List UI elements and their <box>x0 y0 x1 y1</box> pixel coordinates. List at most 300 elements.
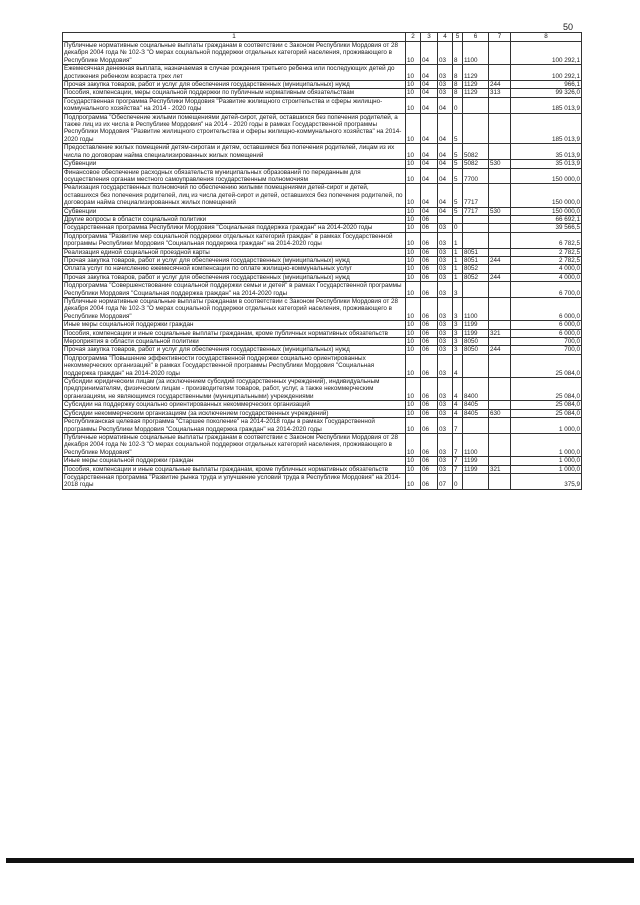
table-row <box>63 265 582 273</box>
subprogram-code-cell: 1 <box>453 248 463 256</box>
section-code-cell: 10 <box>406 89 421 97</box>
section-code-cell: 10 <box>406 473 421 489</box>
expense-type-cell <box>489 433 511 456</box>
expense-type-cell <box>489 401 511 409</box>
expense-type-cell <box>489 418 511 434</box>
table-row <box>63 224 582 232</box>
program-code-cell: 03 <box>438 282 453 298</box>
header-cell-4: 4 <box>438 33 453 42</box>
row-name-cell: Реализация государственных полномочий по обеспечению жилыми помещениями детей-сирот и детей, оставшихся без попечения родителей, лиц из числа детей-сирот и детей, оставшихся без попечения родителей, по договорам найма специализированных жилых помещений <box>63 184 406 207</box>
row-name-cell: Подпрограмма "Повышение эффективности государственной поддержки социально ориентированных некоммерческих организаций" в рамках Государственной программы Республики Мордовия "Социальная поддержка граждан" на 2014-2020 годы <box>63 354 406 377</box>
amount-cell: 6 000,0 <box>511 321 582 329</box>
expense-type-cell <box>489 184 511 207</box>
section-code-cell: 10 <box>406 354 421 377</box>
subsection-code-cell: 06 <box>421 256 438 264</box>
program-code-cell: 03 <box>438 232 453 248</box>
table-row <box>63 144 582 160</box>
amount-cell: 100 292,1 <box>511 65 582 81</box>
table-row <box>63 232 582 248</box>
subprogram-code-cell: 5 <box>453 184 463 207</box>
amount-cell: 25 084,0 <box>511 354 582 377</box>
subprogram-code-cell <box>453 215 463 223</box>
table-row <box>63 409 582 417</box>
subprogram-code-cell: 5 <box>453 113 463 144</box>
table-row <box>63 113 582 144</box>
section-code-cell: 10 <box>406 329 421 337</box>
subsection-code-cell: 04 <box>421 42 438 65</box>
amount-cell: 185 013,9 <box>511 113 582 144</box>
article-code-cell <box>463 113 489 144</box>
expense-type-cell <box>489 113 511 144</box>
table-row <box>63 418 582 434</box>
table-row <box>63 401 582 409</box>
article-code-cell: 1199 <box>463 329 489 337</box>
article-code-cell: 8052 <box>463 265 489 273</box>
table-row <box>63 282 582 298</box>
row-name-cell: Государственная программа Республики Мордовия "Социальная поддержка граждан" на 2014-2020 годы <box>63 224 406 232</box>
expense-type-cell <box>489 298 511 321</box>
table-row <box>63 433 582 456</box>
row-name-cell: Публичные нормативные социальные выплаты гражданам в соответствии с Законом Республики Мордовия от 28 декабря 2004 года № 102-З "О мерах социальной поддержки отдельных категорий населения, проживающего в Республике Мордовия" <box>63 433 406 456</box>
amount-cell: 4 000,0 <box>511 273 582 281</box>
subprogram-code-cell: 0 <box>453 97 463 113</box>
section-code-cell: 10 <box>406 184 421 207</box>
subprogram-code-cell: 8 <box>453 81 463 89</box>
subsection-code-cell: 06 <box>421 465 438 473</box>
expense-type-cell <box>489 321 511 329</box>
program-code-cell: 04 <box>438 207 453 215</box>
table-row <box>63 273 582 281</box>
subprogram-code-cell: 3 <box>453 282 463 298</box>
section-code-cell: 10 <box>406 465 421 473</box>
article-code-cell: 8052 <box>463 273 489 281</box>
header-cell-5: 5 <box>453 33 463 42</box>
article-code-cell: 1100 <box>463 42 489 65</box>
subprogram-code-cell: 4 <box>453 378 463 401</box>
subsection-code-cell: 06 <box>421 409 438 417</box>
expense-type-cell <box>489 65 511 81</box>
article-code-cell <box>463 215 489 223</box>
row-name-cell: Субсидии юридическим лицам (за исключением субсидий государственных учреждений), индивидуальным предпринимателям, физическим лицам - производителям товаров, работ, услуг, а также некоммерческим организациям, не являющимся государственными (муниципальными) учреждениями <box>63 378 406 401</box>
program-code-cell: 03 <box>438 224 453 232</box>
program-code-cell: 04 <box>438 184 453 207</box>
program-code-cell: 03 <box>438 354 453 377</box>
subprogram-code-cell: 1 <box>453 256 463 264</box>
subprogram-code-cell: 1 <box>453 273 463 281</box>
amount-cell: 185 013,9 <box>511 97 582 113</box>
amount-cell: 2 782,5 <box>511 248 582 256</box>
subsection-code-cell: 06 <box>421 457 438 465</box>
row-name-cell: Пособия, компенсации, меры социальной поддержки по публичным нормативным обязательствам <box>63 89 406 97</box>
amount-cell: 6 782,5 <box>511 232 582 248</box>
subsection-code-cell: 04 <box>421 65 438 81</box>
article-code-cell: 7700 <box>463 168 489 184</box>
table-body <box>63 42 582 490</box>
program-code-cell: 03 <box>438 81 453 89</box>
program-code-cell: 03 <box>438 465 453 473</box>
subsection-code-cell: 06 <box>421 265 438 273</box>
program-code-cell: 03 <box>438 457 453 465</box>
amount-cell: 6 700,0 <box>511 282 582 298</box>
section-code-cell: 10 <box>406 378 421 401</box>
program-code-cell: 03 <box>438 273 453 281</box>
expense-type-cell <box>489 457 511 465</box>
program-code-cell: 03 <box>438 89 453 97</box>
row-name-cell: Предоставление жилых помещений детям-сиротам и детям, оставшимся без попечения родителей, лицам из их числа по договорам найма специализированных жилых помещений <box>63 144 406 160</box>
header-row <box>63 33 582 42</box>
row-name-cell: Подпрограмма "Обеспечение жилыми помещениями детей-сирот, детей, оставшихся без попечения родителей, а также лиц из их числа в Республике Мордовия" на 2014 - 2020 годы в рамках Государственной программы Республики Мордовия "Развитие жилищного строительства и сферы жилищно-коммунального хозяйства" на 2014-2020 годы <box>63 113 406 144</box>
expense-type-cell: 244 <box>489 81 511 89</box>
subsection-code-cell: 06 <box>421 215 438 223</box>
article-code-cell <box>463 224 489 232</box>
amount-cell: 4 000,0 <box>511 265 582 273</box>
program-code-cell: 03 <box>438 248 453 256</box>
expense-type-cell: 313 <box>489 89 511 97</box>
article-code-cell: 7717 <box>463 184 489 207</box>
section-code-cell: 10 <box>406 346 421 354</box>
page-number: 50 <box>563 22 574 32</box>
article-code-cell: 5082 <box>463 144 489 160</box>
table-row <box>63 298 582 321</box>
table-row <box>63 457 582 465</box>
article-code-cell: 8050 <box>463 338 489 346</box>
subprogram-code-cell: 5 <box>453 160 463 168</box>
subprogram-code-cell: 7 <box>453 457 463 465</box>
subsection-code-cell: 06 <box>421 298 438 321</box>
section-code-cell: 10 <box>406 457 421 465</box>
row-name-cell: Прочая закупка товаров, работ и услуг для обеспечения государственных (муниципальных) нужд <box>63 256 406 264</box>
amount-cell: 100 292,1 <box>511 42 582 65</box>
table-row <box>63 473 582 489</box>
expense-type-cell <box>489 168 511 184</box>
article-code-cell: 1129 <box>463 81 489 89</box>
article-code-cell: 1129 <box>463 89 489 97</box>
amount-cell: 6 000,0 <box>511 329 582 337</box>
article-code-cell: 1129 <box>463 65 489 81</box>
article-code-cell: 8051 <box>463 248 489 256</box>
table-row <box>63 65 582 81</box>
program-code-cell: 03 <box>438 42 453 65</box>
section-code-cell: 10 <box>406 298 421 321</box>
section-code-cell: 10 <box>406 409 421 417</box>
amount-cell: 66 692,1 <box>511 215 582 223</box>
program-code-cell: 03 <box>438 409 453 417</box>
article-code-cell: 5082 <box>463 160 489 168</box>
amount-cell: 150 000,0 <box>511 184 582 207</box>
amount-cell: 25 084,0 <box>511 401 582 409</box>
header-cell-2: 2 <box>406 33 421 42</box>
row-name-cell: Публичные нормативные социальные выплаты гражданам в соответствии с Законом Республики Мордовия от 28 декабря 2004 года № 102-З "О мерах социальной поддержки отдельных категорий населения, проживающего в Республике Мордовия" <box>63 42 406 65</box>
subprogram-code-cell: 8 <box>453 89 463 97</box>
amount-cell: 39 566,5 <box>511 224 582 232</box>
program-code-cell: 03 <box>438 433 453 456</box>
row-name-cell: Подпрограмма "Развитие мер социальной поддержки отдельных категорий граждан" в рамках Государственной программы Республики Мордовия "Социальная поддержка граждан" на 2014-2020 годы <box>63 232 406 248</box>
row-name-cell: Мероприятия в области социальной политики <box>63 338 406 346</box>
article-code-cell <box>463 473 489 489</box>
amount-cell: 35 013,9 <box>511 160 582 168</box>
expense-type-cell: 630 <box>489 409 511 417</box>
header-cell-1: 1 <box>63 33 406 42</box>
table-row <box>63 354 582 377</box>
row-name-cell: Субвенции <box>63 160 406 168</box>
expense-type-cell: 321 <box>489 329 511 337</box>
amount-cell: 150 000,0 <box>511 168 582 184</box>
section-code-cell: 10 <box>406 224 421 232</box>
subprogram-code-cell: 3 <box>453 338 463 346</box>
section-code-cell: 10 <box>406 338 421 346</box>
subsection-code-cell: 06 <box>421 354 438 377</box>
article-code-cell <box>463 232 489 248</box>
article-code-cell: 8050 <box>463 346 489 354</box>
program-code-cell: 03 <box>438 298 453 321</box>
subsection-code-cell: 04 <box>421 184 438 207</box>
subsection-code-cell: 06 <box>421 321 438 329</box>
row-name-cell: Финансовое обеспечение расходных обязательств муниципальных образований по переданным для осуществления органам местного самоуправления государственным полномочиям <box>63 168 406 184</box>
article-code-cell: 8405 <box>463 409 489 417</box>
row-name-cell: Прочая закупка товаров, работ и услуг для обеспечения государственных (муниципальных) нужд <box>63 346 406 354</box>
expense-type-cell <box>489 42 511 65</box>
subprogram-code-cell: 0 <box>453 224 463 232</box>
subsection-code-cell: 06 <box>421 418 438 434</box>
amount-cell: 1 000,0 <box>511 457 582 465</box>
section-code-cell: 10 <box>406 215 421 223</box>
subsection-code-cell: 06 <box>421 232 438 248</box>
program-code-cell: 03 <box>438 378 453 401</box>
row-name-cell: Подпрограмма "Совершенствование социальной поддержки семьи и детей" в рамках Государственной программы Республики Мордовия "Социальная поддержка граждан" на 2014-2020 годы <box>63 282 406 298</box>
amount-cell: 25 084,0 <box>511 409 582 417</box>
section-code-cell: 10 <box>406 265 421 273</box>
section-code-cell: 10 <box>406 113 421 144</box>
table-row <box>63 184 582 207</box>
expense-type-cell: 244 <box>489 256 511 264</box>
article-code-cell <box>463 97 489 113</box>
program-code-cell: 03 <box>438 65 453 81</box>
program-code-cell: 03 <box>438 256 453 264</box>
subprogram-code-cell: 3 <box>453 346 463 354</box>
article-code-cell: 1199 <box>463 457 489 465</box>
amount-cell: 6 000,0 <box>511 298 582 321</box>
header-cell-8: 8 <box>511 33 582 42</box>
expense-type-cell: 530 <box>489 207 511 215</box>
subsection-code-cell: 06 <box>421 224 438 232</box>
subprogram-code-cell: 7 <box>453 465 463 473</box>
article-code-cell <box>463 418 489 434</box>
subprogram-code-cell: 7 <box>453 418 463 434</box>
program-code-cell: 03 <box>438 401 453 409</box>
section-code-cell: 10 <box>406 248 421 256</box>
expense-type-cell <box>489 354 511 377</box>
article-code-cell: 8400 <box>463 378 489 401</box>
table-row <box>63 338 582 346</box>
expense-type-cell <box>489 265 511 273</box>
section-code-cell: 10 <box>406 273 421 281</box>
program-code-cell: 03 <box>438 346 453 354</box>
row-name-cell: Пособия, компенсации и иные социальные выплаты гражданам, кроме публичных нормативных обязательств <box>63 465 406 473</box>
row-name-cell: Субсидии на поддержку социально ориентированных некоммерческих организаций <box>63 401 406 409</box>
budget-table <box>62 32 582 490</box>
program-code-cell: 04 <box>438 168 453 184</box>
expense-type-cell <box>489 378 511 401</box>
subprogram-code-cell: 8 <box>453 65 463 81</box>
row-name-cell: Государственная программа Республики Мордовия "Развитие жилищного строительства и сферы жилищно-коммунального хозяйства" на 2014 - 2020 годы <box>63 97 406 113</box>
subprogram-code-cell: 1 <box>453 265 463 273</box>
amount-cell: 966,1 <box>511 81 582 89</box>
table-row <box>63 378 582 401</box>
program-code-cell: 04 <box>438 160 453 168</box>
row-name-cell: Оплата услуг по начислению ежемесячной компенсации по оплате жилищно-коммунальных услуг <box>63 265 406 273</box>
table-row <box>63 256 582 264</box>
amount-cell: 1 000,0 <box>511 465 582 473</box>
amount-cell: 2 782,5 <box>511 256 582 264</box>
subprogram-code-cell: 0 <box>453 473 463 489</box>
header-cell-7: 7 <box>489 33 511 42</box>
table-row <box>63 329 582 337</box>
table-row <box>63 160 582 168</box>
header-cell-6: 6 <box>463 33 489 42</box>
section-code-cell: 10 <box>406 433 421 456</box>
program-code-cell <box>438 215 453 223</box>
table-row <box>63 215 582 223</box>
table-row <box>63 465 582 473</box>
expense-type-cell <box>489 97 511 113</box>
subprogram-code-cell: 5 <box>453 168 463 184</box>
section-code-cell: 10 <box>406 97 421 113</box>
subprogram-code-cell: 4 <box>453 409 463 417</box>
row-name-cell: Иные меры социальной поддержки граждан <box>63 457 406 465</box>
section-code-cell: 10 <box>406 232 421 248</box>
program-code-cell: 07 <box>438 473 453 489</box>
subsection-code-cell: 06 <box>421 346 438 354</box>
subprogram-code-cell: 3 <box>453 298 463 321</box>
subsection-code-cell: 04 <box>421 168 438 184</box>
table-row <box>63 248 582 256</box>
subsection-code-cell: 06 <box>421 282 438 298</box>
row-name-cell: Республиканская целевая программа "Старшее поколение" на 2014-2018 годы в рамках Государственной программы Республики Мордовия "Социальная поддержка граждан" на 2014-2020 годы <box>63 418 406 434</box>
subsection-code-cell: 06 <box>421 473 438 489</box>
subprogram-code-cell: 1 <box>453 232 463 248</box>
article-code-cell: 1199 <box>463 465 489 473</box>
article-code-cell: 1199 <box>463 321 489 329</box>
row-name-cell: Публичные нормативные социальные выплаты гражданам в соответствии с Законом Республики Мордовия от 28 декабря 2004 года № 102-З "О мерах социальной поддержки отдельных категорий населения, проживающего в Республике Мордовия" <box>63 298 406 321</box>
amount-cell: 1 000,0 <box>511 433 582 456</box>
table-row <box>63 89 582 97</box>
subprogram-code-cell: 4 <box>453 401 463 409</box>
row-name-cell: Пособия, компенсации и иные социальные выплаты гражданам, кроме публичных нормативных обязательств <box>63 329 406 337</box>
expense-type-cell <box>489 144 511 160</box>
section-code-cell: 10 <box>406 256 421 264</box>
subprogram-code-cell: 5 <box>453 144 463 160</box>
subsection-code-cell: 04 <box>421 81 438 89</box>
section-code-cell: 10 <box>406 418 421 434</box>
program-code-cell: 03 <box>438 418 453 434</box>
header-cell-3: 3 <box>421 33 438 42</box>
subprogram-code-cell: 3 <box>453 329 463 337</box>
subprogram-code-cell: 7 <box>453 433 463 456</box>
amount-cell: 700,0 <box>511 338 582 346</box>
article-code-cell: 7717 <box>463 207 489 215</box>
subsection-code-cell: 04 <box>421 144 438 160</box>
subsection-code-cell: 04 <box>421 160 438 168</box>
amount-cell: 375,9 <box>511 473 582 489</box>
program-code-cell: 04 <box>438 97 453 113</box>
subsection-code-cell: 06 <box>421 433 438 456</box>
subsection-code-cell: 06 <box>421 401 438 409</box>
row-name-cell: Иные меры социальной поддержки граждан <box>63 321 406 329</box>
table-row <box>63 42 582 65</box>
expense-type-cell <box>489 473 511 489</box>
section-code-cell: 10 <box>406 282 421 298</box>
table-row <box>63 168 582 184</box>
amount-cell: 150 000,0 <box>511 207 582 215</box>
table-row <box>63 207 582 215</box>
amount-cell: 35 013,9 <box>511 144 582 160</box>
expense-type-cell <box>489 215 511 223</box>
subprogram-code-cell: 8 <box>453 42 463 65</box>
row-name-cell: Прочая закупка товаров, работ и услуг для обеспечения государственных (муниципальных) нужд <box>63 81 406 89</box>
article-code-cell: 8051 <box>463 256 489 264</box>
subsection-code-cell: 06 <box>421 338 438 346</box>
table-row <box>63 81 582 89</box>
expense-type-cell <box>489 338 511 346</box>
article-code-cell <box>463 282 489 298</box>
article-code-cell: 1100 <box>463 433 489 456</box>
row-name-cell: Государственная программа "Развитие рынка труда и улучшение условий труда в Республике Мордовия" на 2014-2018 годы <box>63 473 406 489</box>
article-code-cell: 1100 <box>463 298 489 321</box>
program-code-cell: 03 <box>438 265 453 273</box>
subsection-code-cell: 04 <box>421 89 438 97</box>
program-code-cell: 03 <box>438 338 453 346</box>
row-name-cell: Другие вопросы в области социальной политики <box>63 215 406 223</box>
expense-type-cell <box>489 232 511 248</box>
row-name-cell: Прочая закупка товаров, работ и услуг для обеспечения государственных (муниципальных) нужд <box>63 273 406 281</box>
subsection-code-cell: 06 <box>421 273 438 281</box>
scan-edge-bar <box>6 858 634 863</box>
section-code-cell: 10 <box>406 207 421 215</box>
section-code-cell: 10 <box>406 42 421 65</box>
subprogram-code-cell: 3 <box>453 321 463 329</box>
subsection-code-cell: 06 <box>421 248 438 256</box>
expense-type-cell: 244 <box>489 346 511 354</box>
amount-cell: 25 084,0 <box>511 378 582 401</box>
program-code-cell: 03 <box>438 329 453 337</box>
article-code-cell <box>463 354 489 377</box>
expense-type-cell <box>489 282 511 298</box>
subsection-code-cell: 06 <box>421 378 438 401</box>
section-code-cell: 10 <box>406 65 421 81</box>
article-code-cell: 8405 <box>463 401 489 409</box>
amount-cell: 99 326,0 <box>511 89 582 97</box>
subsection-code-cell: 04 <box>421 97 438 113</box>
expense-type-cell: 530 <box>489 160 511 168</box>
section-code-cell: 10 <box>406 321 421 329</box>
subprogram-code-cell: 4 <box>453 354 463 377</box>
expense-type-cell <box>489 224 511 232</box>
amount-cell: 1 000,0 <box>511 418 582 434</box>
section-code-cell: 10 <box>406 401 421 409</box>
section-code-cell: 10 <box>406 160 421 168</box>
row-name-cell: Ежемесячная денежная выплата, назначаемая в случае рождения третьего ребенка или последующих детей до достижения ребенком возраста трех лет <box>63 65 406 81</box>
program-code-cell: 03 <box>438 321 453 329</box>
row-name-cell: Субсидии некоммерческим организациям (за исключением государственных учреждений) <box>63 409 406 417</box>
subsection-code-cell: 04 <box>421 207 438 215</box>
program-code-cell: 04 <box>438 113 453 144</box>
row-name-cell: Субвенции <box>63 207 406 215</box>
row-name-cell: Реализация единой социальной проездной карты <box>63 248 406 256</box>
expense-type-cell <box>489 248 511 256</box>
table-row <box>63 97 582 113</box>
section-code-cell: 10 <box>406 168 421 184</box>
expense-type-cell: 321 <box>489 465 511 473</box>
